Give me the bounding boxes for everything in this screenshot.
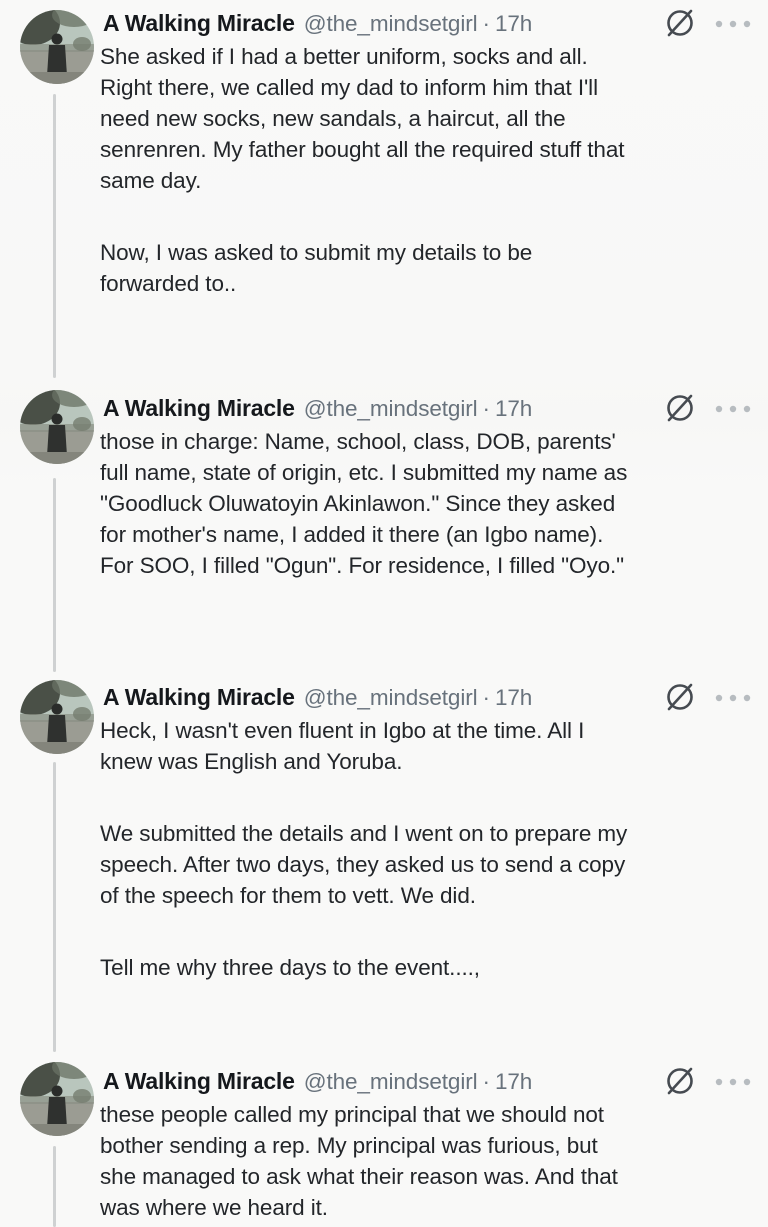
avatar[interactable] — [20, 390, 94, 464]
thread-line — [53, 478, 56, 672]
profile-photo — [20, 680, 94, 754]
slashed-circle-icon[interactable] — [663, 1064, 697, 1098]
thread-line — [53, 94, 56, 378]
tweet-body — [100, 41, 768, 299]
tweet-header — [100, 682, 768, 713]
tweet-body — [100, 715, 768, 983]
tweet-text: Tell me why three days to the event...., — [100, 955, 480, 980]
tweet-timestamp: 17h — [494, 1069, 533, 1094]
profile-photo — [20, 390, 94, 464]
user-meta[interactable] — [304, 11, 532, 36]
tweet-text: She asked if I had a better uniform, socks and all. Right there, we called my dad to inform him that I'll need new socks, new sandals, a haircut, all the senrenren. My father bought all the required stuff that same day. — [100, 44, 625, 193]
tweet-header — [100, 393, 768, 424]
slashed-circle-icon[interactable] — [663, 680, 697, 714]
tweet-text: those in charge: Name, school, class, DOB, parents' full name, state of origin, etc. I submitted my name as "Goodluck Oluwatoyin Akinlawon." Since they asked for mother's name, I added it there (an Igbo name). For SOO, I filled "Ogun". For residence, I filled "Oyo." — [100, 429, 628, 578]
thread-line — [53, 1146, 56, 1227]
slashed-circle-icon[interactable] — [663, 391, 697, 425]
user-meta[interactable] — [304, 396, 532, 421]
tweet[interactable] — [100, 393, 768, 581]
tweet-timestamp: 17h — [494, 396, 533, 421]
more-options-icon[interactable] — [714, 404, 754, 414]
tweet-text: Heck, I wasn't even fluent in Igbo at the time. All I knew was English and Yoruba. — [100, 718, 585, 774]
user-handle: @the_mindsetgirl — [303, 11, 478, 36]
tweet-body — [100, 1099, 768, 1223]
avatar[interactable] — [20, 1062, 94, 1136]
display-name[interactable]: A Walking Miracle — [103, 1068, 295, 1094]
user-handle: @the_mindsetgirl — [303, 396, 478, 421]
meta-separator: · — [482, 396, 490, 421]
profile-photo — [20, 1062, 94, 1136]
display-name[interactable]: A Walking Miracle — [103, 10, 295, 36]
more-options-icon[interactable] — [714, 19, 754, 29]
display-name[interactable]: A Walking Miracle — [103, 395, 295, 421]
slashed-circle-icon[interactable] — [663, 6, 697, 40]
tweet[interactable] — [100, 8, 768, 299]
avatar[interactable] — [20, 680, 94, 754]
user-handle: @the_mindsetgirl — [303, 685, 478, 710]
meta-separator: · — [482, 1069, 490, 1094]
tweet-body — [100, 426, 768, 581]
meta-separator: · — [482, 11, 490, 36]
tweet-text: these people called my principal that we should not bother sending a rep. My principal was furious, but she managed to ask what their reason was. And that was where we heard it. — [100, 1102, 618, 1220]
profile-photo — [20, 10, 94, 84]
tweet[interactable] — [100, 682, 768, 983]
user-meta[interactable] — [304, 685, 532, 710]
user-meta[interactable] — [304, 1069, 532, 1094]
tweet-header — [100, 8, 768, 39]
meta-separator: · — [482, 685, 490, 710]
more-options-icon[interactable] — [714, 693, 754, 703]
user-handle: @the_mindsetgirl — [303, 1069, 478, 1094]
tweet-header — [100, 1066, 768, 1097]
tweet-text: Now, I was asked to submit my details to be forwarded to.. — [100, 240, 533, 296]
tweet-timestamp: 17h — [494, 11, 533, 36]
thread-line — [53, 762, 56, 1052]
tweet-timestamp: 17h — [494, 685, 533, 710]
tweet[interactable] — [100, 1066, 768, 1223]
tweet-text: We submitted the details and I went on to prepare my speech. After two days, they asked us to send a copy of the speech for them to vett. We did. — [100, 821, 628, 908]
more-options-icon[interactable] — [714, 1077, 754, 1087]
avatar[interactable] — [20, 10, 94, 84]
display-name[interactable]: A Walking Miracle — [103, 684, 295, 710]
